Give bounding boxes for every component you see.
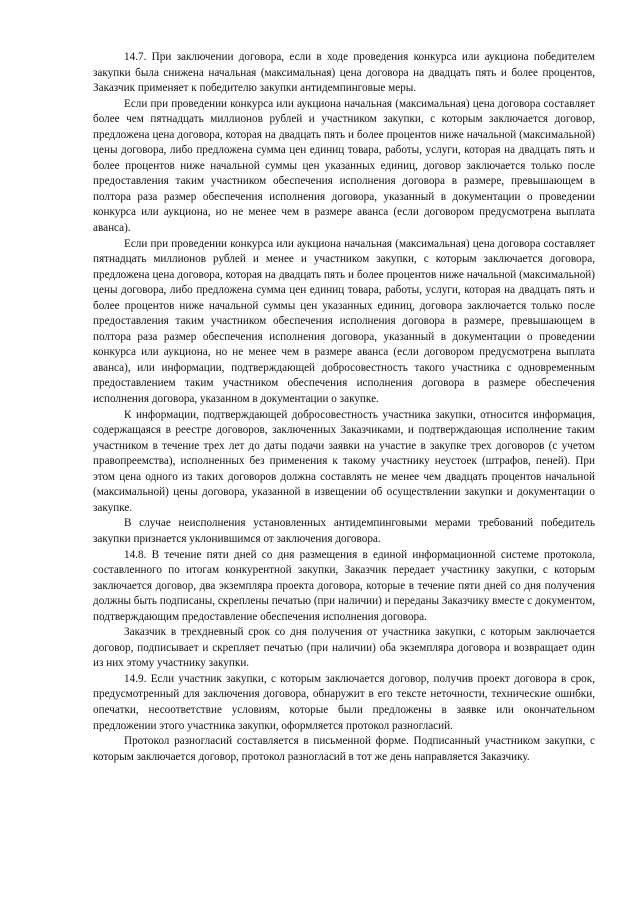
- paragraph-good-faith-info: К информации, подтверждающей добросовестность участника закупки, относится информация, содержащаяся в реестре договоров, заключенных Заказчиками, и подтверждающая исполнение таким участником в течение трех лет до даты подачи заявки на участие в закупке трех договоров (с учетом правопреемства), исполненных без применения к такому участнику неустоек (штрафов, пеней). При этом цена одного из таких договоров должна составлять не менее чем двадцать процентов начальной (максимальной) цены договора, указанной в извещении об осуществлении закупки и документации о закупке.: [93, 408, 595, 514]
- paragraph-14-7: 14.7. При заключении договора, если в ходе проведения конкурса или аукциона победителем закупки была снижена начальная (максимальная) цена договора на двадцать пять и более процентов, Заказчик применяет к победителю закупки антидемпинговые меры.: [93, 51, 595, 95]
- paragraph-14-9: 14.9. Если участник закупки, с которым заключается договор, получив проект договора в срок, предусмотренный для заключения договора, обнаружит в его тексте неточности, технические ошибки, опечатки, несоответствие условиям, которые были предложены в заявке или окончательном предложении этого участника закупки, оформляется протокол разногласий.: [93, 672, 595, 732]
- paragraph-14-8: 14.8. В течение пяти дней со дня размещения в единой информационной системе протокола, составленного по итогам конкурентной закупки, Заказчик передает участнику закупки, с которым заключается договор, два экземпляра проекта договора, которые в течение пяти дней со дня получения должны быть подписаны, скреплены печатью (при наличии) и переданы Заказчику вместе с документом, подтверждающим предоставление обеспечения исполнения договора.: [93, 548, 595, 623]
- document-body: [93, 50, 595, 765]
- paragraph-disagreement-protocol: Протокол разногласий составляется в письменной форме. Подписанный участником закупки, с которым заключается договор, протокол разногласий в тот же день направляется Заказчику.: [93, 735, 595, 763]
- paragraph-over-15-million: Если при проведении конкурса или аукциона начальная (максимальная) цена договора составляет более чем пятнадцать миллионов рублей и участником закупки, с которым заключается договор, предложена цена договора, которая на двадцать пять и более процентов ниже начальной (максимальной) цены договора, либо предложена сумма цен единиц товара, работы, услуги, которая на двадцать пять и более процентов ниже начальной суммы цен указанных единиц, договор заключается только после предоставления таким участником обеспечения исполнения договора в размере, превышающем в полтора раза размер обеспечения исполнения договора, указанный в документации о проведении конкурса или аукциона, но не менее чем в размере аванса (если договором предусмотрена выплата аванса).: [93, 97, 595, 235]
- paragraph-non-compliance: В случае неисполнения установленных антидемпинговыми мерами требований победитель закупки признается уклонившимся от заключения договора.: [93, 517, 595, 545]
- paragraph-customer-signing: Заказчик в трехдневный срок со дня получения от участника закупки, с которым заключается договор, подписывает и скрепляет печатью (при наличии) оба экземпляра договора и возвращает один из них этому участнику закупки.: [93, 626, 595, 670]
- paragraph-15-million-or-less: Если при проведении конкурса или аукциона начальная (максимальная) цена договора составляет пятнадцать миллионов рублей и менее и участником закупки, с которым заключается договора, предложена цена договора, которая на двадцать пять и более процентов ниже начальной (максимальной) цены договора, либо предложена сумма цен единиц товара, работы, услуги, которая на двадцать пять и более процентов ниже начальной суммы цен указанных единиц, договора заключается только после предоставления таким участником обеспечения исполнения договора в размере, превышающем в полтора раза размер обеспечения исполнения договора, указанный в документации о проведении конкурса или аукциона, но не менее чем в размере аванса (если договором предусмотрена выплата аванса), или информации, подтверждающей добросовестность такого участника с одновременным предоставлением таким участником обеспечения исполнения договора в размере обеспечения исполнения договора, указанном в документации о закупке.: [93, 237, 595, 406]
